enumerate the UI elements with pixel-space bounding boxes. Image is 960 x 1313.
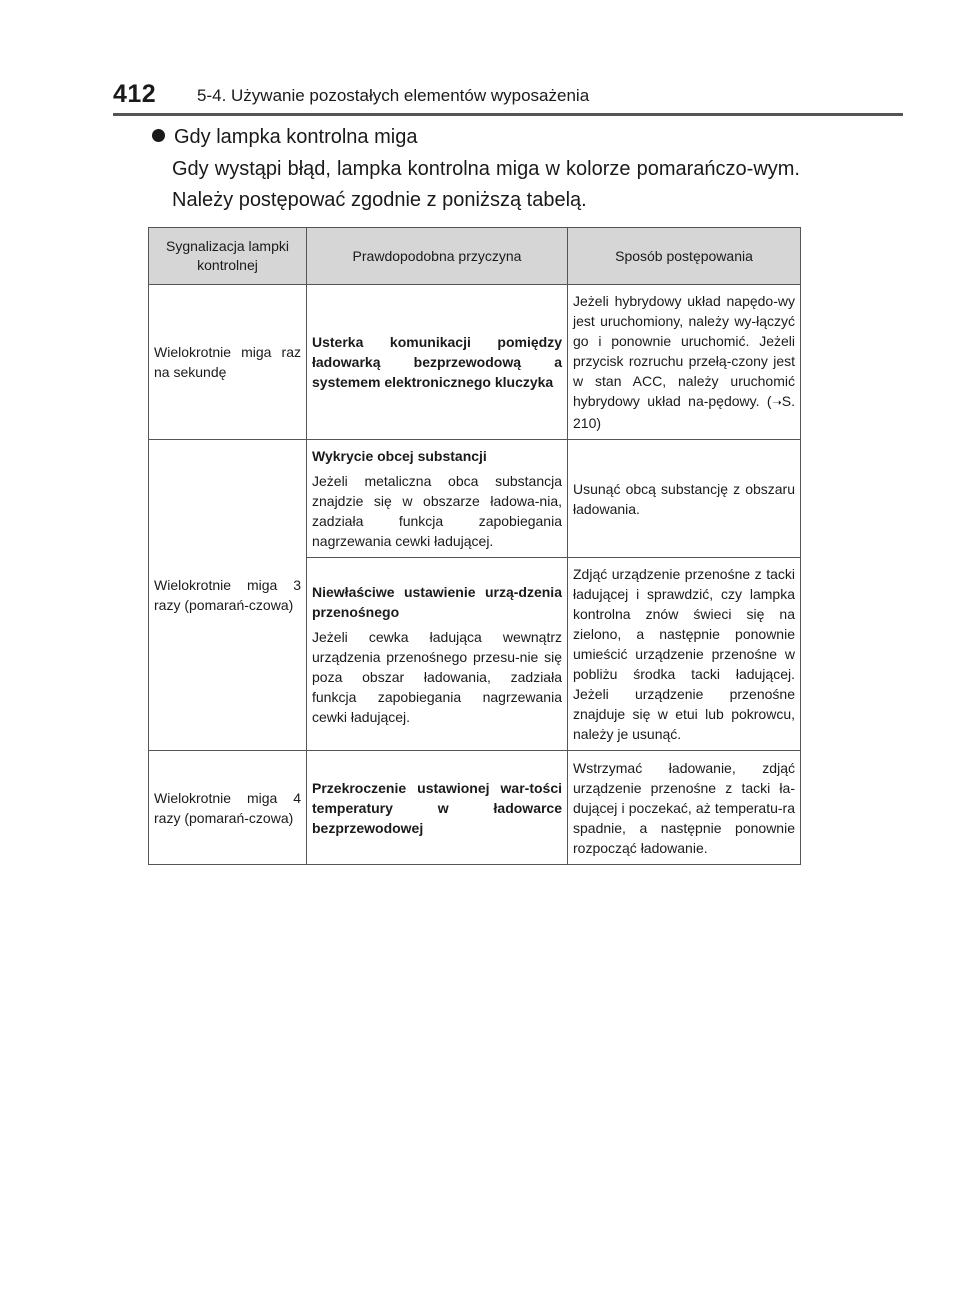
cause-title: Przekroczenie ustawionej war-tości temperatury w ładowarce bezprzewodowej [312, 779, 562, 836]
cause-cell [307, 285, 568, 440]
header-divider [113, 113, 903, 116]
column-header: Prawdopodobna przyczyna [307, 228, 568, 285]
table-row [149, 440, 801, 558]
cause-cell [307, 751, 568, 865]
action-cell: Zdjąć urządzenie przenośne z tacki ładującej i sprawdzić, czy lampka kontrolna znów świeci się na zielono, a następnie ponownie umieścić urządzenie przenośne w pobliżu środka tacki ładującej. Jeżeli urządzenie przenośne znajduje się w etui lub pokrowcu, należy je usunąć. [568, 558, 801, 751]
column-header: Sposób postępowania [568, 228, 801, 285]
cause-description: Jeżeli metaliczna obca substancja znajdzie się w obszarze ładowa-nia, zadziała funkcja zapobiegania nagrzewania cewki ładującej. [312, 473, 562, 549]
action-cell [568, 285, 801, 440]
cause-title: Niewłaściwe ustawienie urzą-dzenia przenośnego [312, 583, 562, 620]
table-row [149, 751, 801, 865]
subsection-heading [152, 126, 417, 149]
signal-cell: Wielokrotnie miga 3 razy (pomarań-czowa) [149, 440, 307, 751]
action-text: Jeżeli hybrydowy układ napędo-wy jest uruchomiony, należy wy-łączyć go i ponownie uruchomić. Jeżeli przycisk rozruchu przełą-czony jest w stan ACC, należy uruchomić hybrydowy układ na-pędowy. ( [573, 293, 795, 409]
signal-cell: Wielokrotnie miga 4 razy (pomarań-czowa) [149, 751, 307, 865]
cause-title: Wykrycie obcej substancji [312, 448, 487, 464]
heading-text: Gdy lampka kontrolna miga [174, 126, 418, 148]
action-cell: Usunąć obcą substancję z obszaru ładowania. [568, 440, 801, 558]
page-reference: S. 210) [573, 393, 795, 431]
table-header-row [149, 228, 801, 285]
page-reference-arrow-icon: ➝ [772, 397, 782, 409]
cause-title: Usterka komunikacji pomiędzy ładowarką bezprzewodową a systemem elektronicznego kluczyka [312, 334, 562, 390]
bullet-icon [152, 129, 165, 142]
action-cell: Wstrzymać ładowanie, zdjąć urządzenie przenośne z tacki ła-dującej i poczekać, aż temperatu-ra spadnie, a następnie ponownie rozpocząć ładowanie. [568, 751, 801, 865]
cause-cell [307, 558, 568, 751]
intro-paragraph: Gdy wystąpi błąd, lampka kontrolna miga w kolorze pomarańczo-wym. Należy postępować zgodnie z poniższą tabelą. [172, 158, 800, 211]
column-header: Sygnalizacja lampki kontrolnej [149, 228, 307, 285]
table-row [149, 285, 801, 440]
section-title: 5-4. Używanie pozostałych elementów wyposażenia [197, 86, 590, 105]
cause-description: Jeżeli cewka ładująca wewnątrz urządzenia przenośnego przesu-nie się poza obszar ładowania, zadziała funkcja zapobiegania nagrzewania cewki ładującej. [312, 628, 562, 725]
cause-cell [307, 440, 568, 558]
page-number: 412 [113, 80, 157, 108]
indicator-table [148, 227, 801, 865]
signal-cell: Wielokrotnie miga raz na sekundę [149, 285, 307, 440]
